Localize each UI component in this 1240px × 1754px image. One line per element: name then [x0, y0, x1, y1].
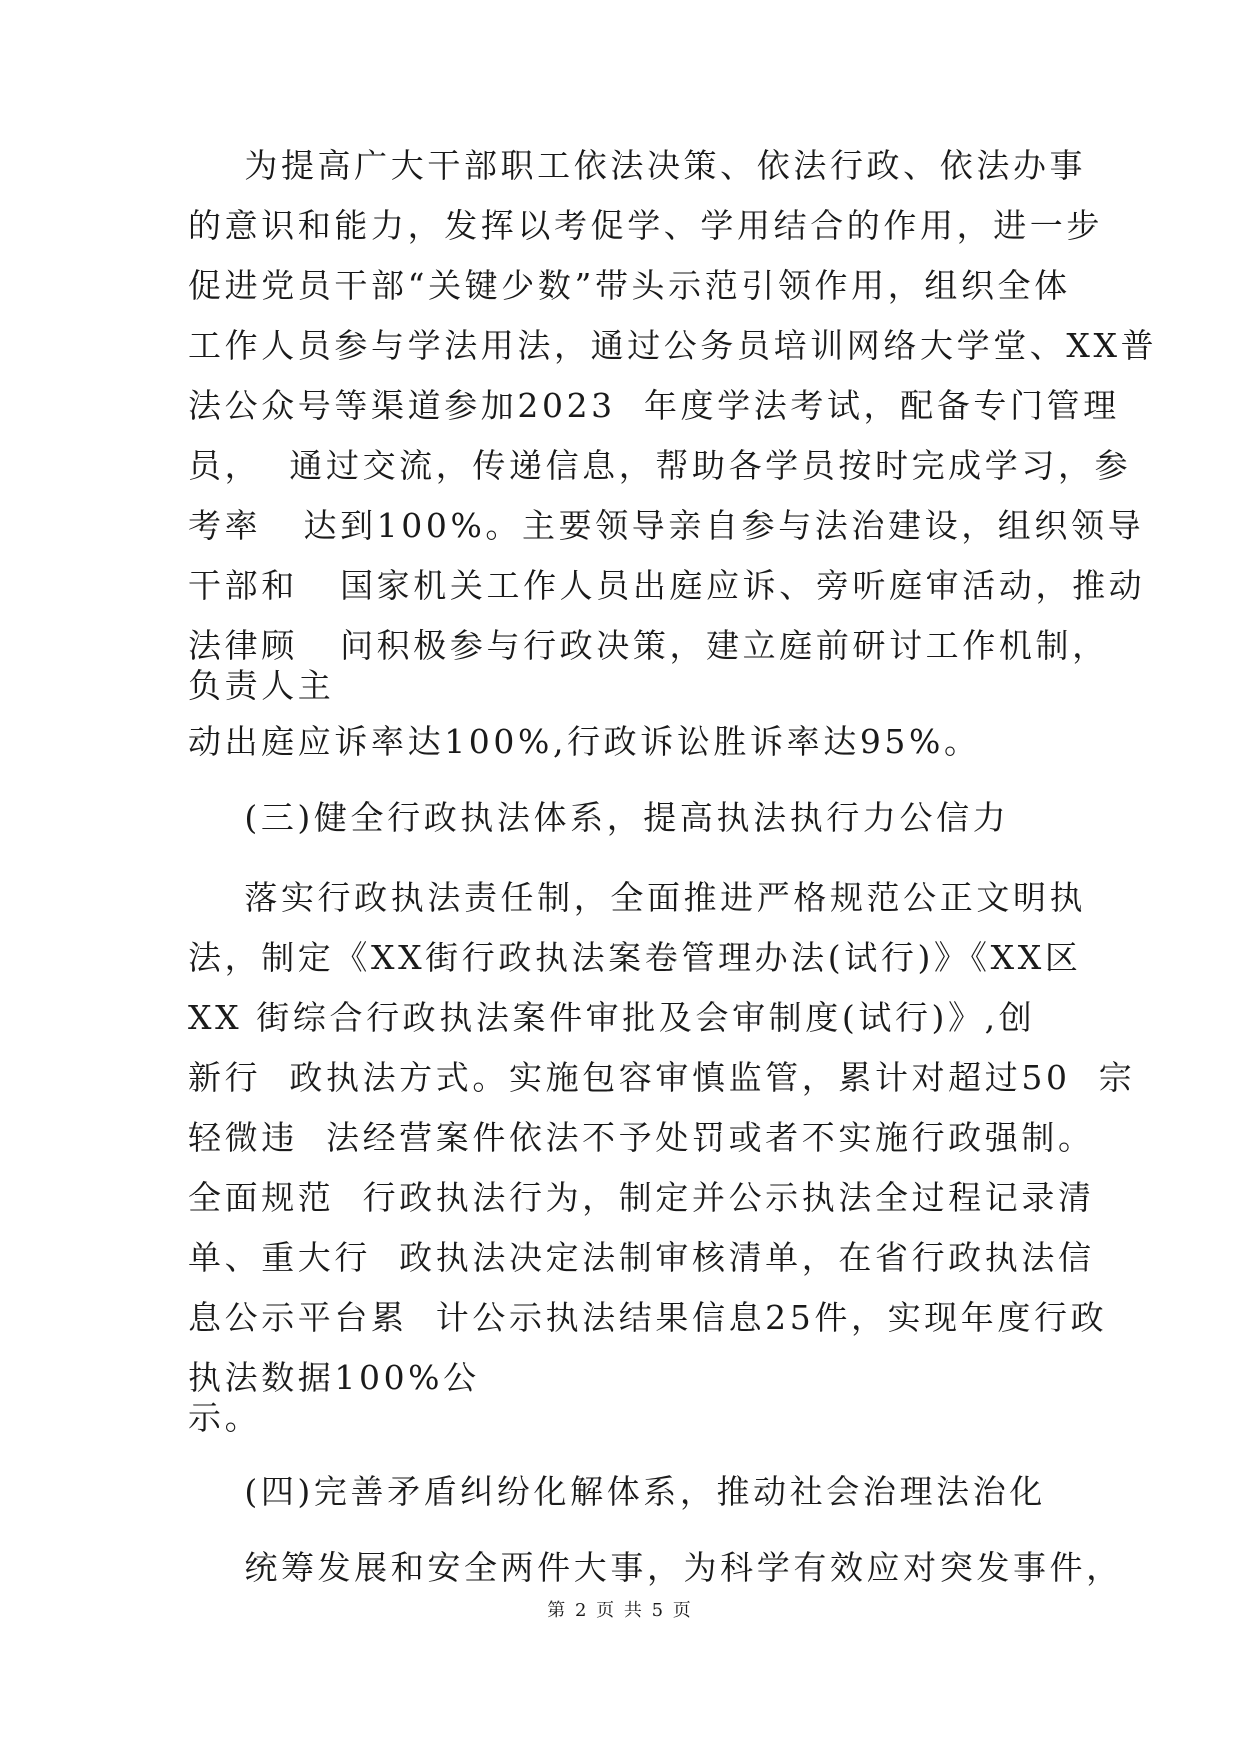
body-line-12: 落实行政执法责任制，全面推进严格规范公正文明执 [188, 878, 1087, 917]
body-line-13: 法，制定《XX街行政执法案卷管理办法(试行)》《XX区 [188, 938, 1082, 977]
body-line-20: 执法数据100%公 [188, 1358, 480, 1397]
body-line-16: 轻微违 法经营案件依法不予处罚或者不实施行政强制。 [188, 1118, 1095, 1157]
body-line-2: 的意识和能力，发挥以考促学、学用结合的作用，进一步 [188, 206, 1103, 245]
body-line-1: 为提高广大干部职工依法决策、依法行政、依法办事 [188, 146, 1087, 185]
body-line-11: 动出庭应诉率达100%,行政诉讼胜诉率达95%。 [188, 722, 981, 761]
body-line-17: 全面规范 行政执法行为，制定并公示执法全过程记录清 [188, 1178, 1095, 1217]
body-line-7: 考率 达到100%。主要领导亲自参与法治建设，组织领导 [188, 506, 1145, 545]
body-line-5: 法公众号等渠道参加2023 年度学法考试，配备专门管理 [188, 386, 1120, 425]
body-line-4: 工作人员参与学法用法，通过公务员培训网络大学堂、XX普 [188, 326, 1158, 365]
body-line-6: 员， 通过交流，传递信息，帮助各学员按时完成学习，参 [188, 446, 1132, 485]
body-line-18: 单、重大行 政执法决定法制审核清单，在省行政执法信 [188, 1238, 1095, 1277]
section-heading-4: (四)完善矛盾纠纷化解体系，推动社会治理法治化 [188, 1472, 1046, 1511]
body-line-21: 示。 [188, 1398, 262, 1437]
body-line-22: 统筹发展和安全两件大事，为科学有效应对突发事件， [188, 1548, 1123, 1587]
body-line-14: XX 街综合行政执法案件审批及会审制度(试行)》,创 [188, 998, 1036, 1037]
body-line-10: 负责人主 [188, 666, 335, 705]
body-line-15: 新行 政执法方式。实施包容审慎监管，累计对超过50 宗 [188, 1058, 1136, 1097]
body-line-19: 息公示平台累 计公示执法结果信息25件，实现年度行政 [188, 1298, 1108, 1337]
section-heading-3: (三)健全行政执法体系，提高执法执行力公信力 [188, 798, 1010, 837]
body-line-9: 法律顾 问积极参与行政决策，建立庭前研讨工作机制， [188, 626, 1109, 665]
body-line-8: 干部和 国家机关工作人员出庭应诉、旁听庭审活动，推动 [188, 566, 1146, 605]
body-line-3: 促进党员干部“关键少数”带头示范引领作用，组织全体 [188, 266, 1071, 305]
page-number-footer: 第 2 页 共 5 页 [547, 1600, 693, 1621]
